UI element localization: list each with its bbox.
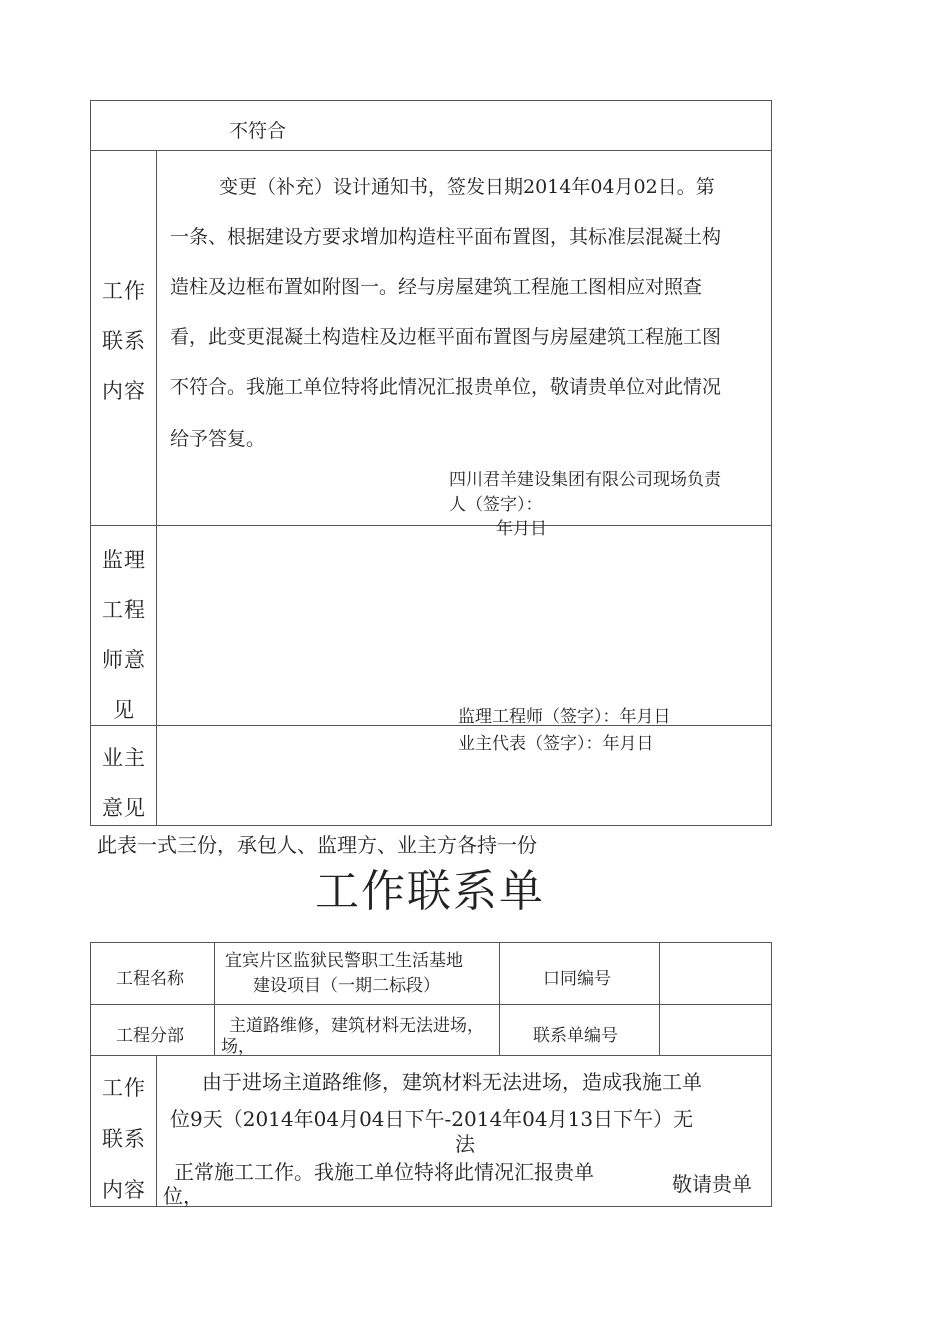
- project-name-label: 工程名称: [116, 969, 184, 989]
- contractor-signature-line: 四川君羊建设集团有限公司现场负责: [449, 470, 721, 490]
- table2-divider: [214, 942, 215, 1055]
- table2-divider: [90, 1055, 772, 1056]
- division-label: 工程分部: [116, 1026, 184, 1046]
- form-title: 工作联系单: [315, 866, 545, 917]
- project-name-value: 宜宾片区监狱民警职工生活基地: [225, 951, 463, 971]
- work-contact-line-2: 正常施工工作。我施工单位特将此情况汇报贵单: [174, 1160, 594, 1184]
- contractor-signature-date: 年月日: [496, 519, 547, 539]
- supervisor-opinion-label: 监理 工程 师意 见: [102, 548, 146, 722]
- table2-divider: [90, 1004, 772, 1005]
- work-contact-line: 给予答复。: [170, 428, 266, 450]
- table2-divider: [156, 1055, 157, 1207]
- table2-divider: [659, 942, 660, 1055]
- owner-opinion-label: 业主 意见: [102, 746, 146, 820]
- table1-divider: [90, 150, 772, 151]
- owner-signature: 业主代表（签字）：年月日: [458, 734, 654, 754]
- contractor-signature-date-clip: [496, 512, 576, 539]
- supervisor-signature: 监理工程师（签字）：年月日: [458, 707, 671, 727]
- footnote: 此表一式三份，承包人、监理方、业主方各持一份: [97, 833, 537, 857]
- work-contact-line-2: 位9天（2014年04月04日下午-2014年04月13日下午）无: [170, 1107, 694, 1131]
- work-contact-line-2: 位，: [163, 1184, 203, 1208]
- work-contact-line-2: 法: [455, 1132, 475, 1156]
- division-value: 场，: [221, 1037, 255, 1057]
- work-contact-line-2: 敬请贵单: [672, 1172, 752, 1196]
- work-contact-line: 变更（补充）设计通知书，签发日期2014年04月02日。第: [219, 176, 715, 198]
- table1-label-column-divider: [156, 150, 157, 826]
- project-name-value: 建设项目（一期二标段）: [253, 976, 440, 996]
- division-value: 主道路维修，建筑材料无法进场，: [229, 1016, 484, 1036]
- work-contact-line: 不符合。我施工单位特将此情况汇报贵单位，敬请贵单位对此情况: [170, 376, 722, 398]
- table2-divider: [499, 942, 500, 1055]
- top-row-text: 不符合: [229, 120, 287, 142]
- work-contact-line-2: 由于进场主道路维修，建筑材料无法进场，造成我施工单: [202, 1070, 702, 1094]
- work-contact-line: 看，此变更混凝土构造柱及边框平面布置图与房屋建筑工程施工图: [170, 326, 722, 348]
- contract-number-label: 口同编号: [543, 969, 611, 989]
- work-contact-label-2: 工作 联系 内容: [102, 1076, 146, 1202]
- table1-divider: [90, 525, 772, 526]
- work-contact-line: 一条、根据建设方要求增加构造柱平面布置图，其标准层混凝土构: [170, 226, 722, 248]
- contractor-signature-line: 人（签字）：: [449, 495, 543, 515]
- work-contact-label: 工作 联系 内容: [102, 279, 146, 403]
- work-contact-line: 造柱及边框布置如附图一。经与房屋建筑工程施工图相应对照查: [170, 276, 703, 298]
- contact-number-label: 联系单编号: [533, 1026, 618, 1046]
